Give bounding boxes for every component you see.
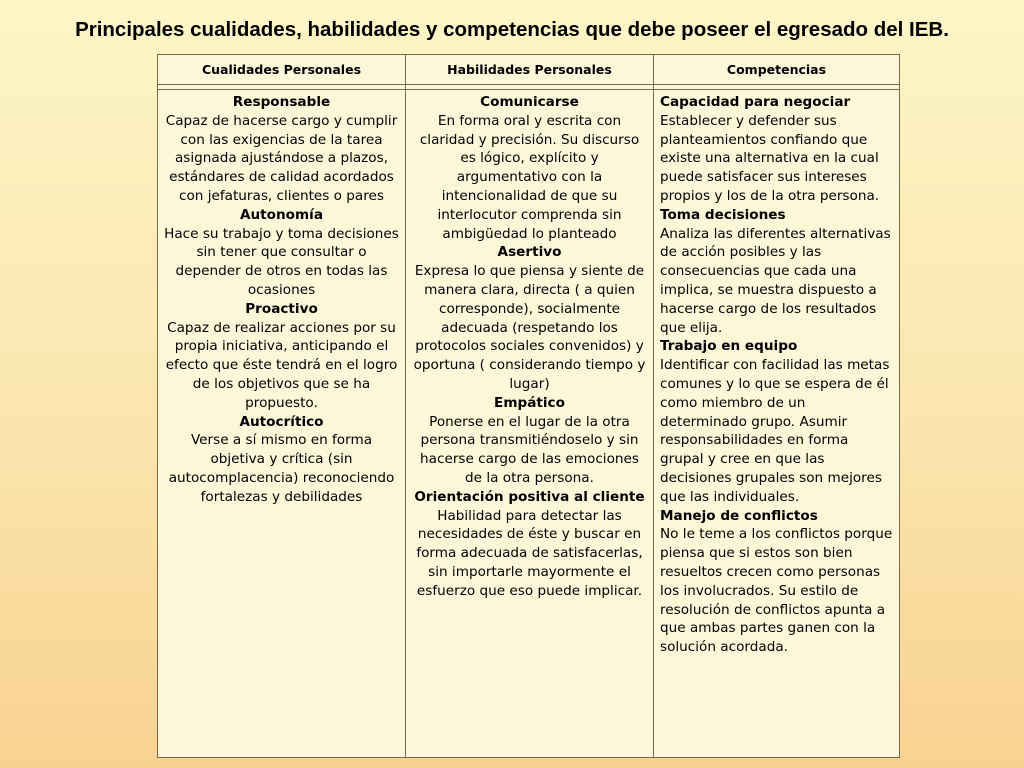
item-text-autonomia: Hace su trabajo y toma decisiones sin tener que consultar o depender de otros en todas las ocasiones	[164, 225, 399, 298]
slide-title: Principales cualidades, habilidades y competencias que debe poseer el egresado del IEB.	[75, 18, 949, 41]
item-text-comunicarse: En forma oral y escrita con claridad y precisión. Su discurso es lógico, explícito y argumentativo con la intencionalidad de que su interlocutor comprenda sin ambigüedad lo planteado	[419, 112, 640, 242]
column-cualidades-personales	[158, 90, 406, 758]
competencies-table	[157, 54, 900, 758]
column-habilidades-personales	[406, 90, 654, 758]
item-text-negociar: Establecer y defender sus planteamientos confiando que existe una alternativa en la cual puede satisfacer sus intereses propios y los de la otra persona.	[660, 112, 880, 204]
table-body-row	[158, 90, 900, 758]
item-heading-comunicarse: Comunicarse	[480, 94, 579, 110]
item-heading-autonomia: Autonomía	[239, 206, 324, 223]
item-heading-toma-decisiones: Toma decisiones	[660, 206, 786, 223]
item-text-manejo-conflictos: No le teme a los conflictos porque piensa que si estos son bien resueltos crecen como personas los involucrados. Su estilo de resolución de conflictos apunta a que ambas partes ganen con la solución acordada.	[660, 526, 893, 656]
item-heading-orientacion-cliente: Orientación positiva al cliente	[414, 488, 645, 505]
header-cualidades-personales: Cualidades Personales	[158, 55, 406, 85]
item-text-asertivo: Expresa lo que piensa y siente de manera clara, directa ( a quien corresponde), socialmente adecuada (respetando los protocolos sociales convenidos) y oportuna ( considerando tiempo y lugar)	[413, 263, 646, 392]
item-text-responsable: Capaz de hacerse cargo y cumplir con las exigencias de la tarea asignada ajustándose a plazos, estándares de calidad acordados con jefaturas, clientes o pares	[165, 112, 398, 204]
item-heading-autocritico: Autocrítico	[239, 413, 324, 430]
item-heading-manejo-conflictos: Manejo de conflictos	[660, 507, 818, 524]
item-text-empatico: Ponerse en el lugar de la otra persona transmitiéndoselo y sin hacerse cargo de las emociones de la otra persona.	[420, 413, 639, 486]
item-heading-trabajo-equipo: Trabajo en equipo	[660, 338, 798, 355]
column-competencias	[654, 90, 900, 758]
item-heading-negociar: Capacidad para negociar	[660, 94, 851, 110]
table-header-row	[158, 55, 900, 85]
item-text-toma-decisiones: Analiza las diferentes alternativas de acción posibles y las consecuencias que cada una implica, se muestra dispuesto a hacerse cargo de los resultados que elija.	[660, 225, 891, 336]
header-habilidades-personales: Habilidades Personales	[406, 55, 654, 85]
item-text-autocritico: Verse a sí mismo en forma objetiva y crítica (sin autocomplacencia) reconociendo fortalezas y debilidades	[168, 432, 395, 505]
item-text-trabajo-equipo: Identificar con facilidad las metas comunes y lo que se espera de él como miembro de un determinado grupo. Asumir responsabilidades en forma grupal y cree en que las decisiones grupales son mejores que las individuales.	[660, 357, 890, 505]
item-heading-empatico: Empático	[494, 394, 565, 411]
item-heading-responsable: Responsable	[232, 94, 331, 110]
item-heading-asertivo: Asertivo	[497, 244, 562, 261]
item-text-proactivo: Capaz de realizar acciones por su propia iniciativa, anticipando el efecto que éste tendrá en el logro de los objetivos que se ha propuesto.	[165, 319, 398, 411]
item-heading-proactivo: Proactivo	[245, 300, 318, 317]
header-competencias: Competencias	[654, 55, 900, 85]
item-text-orientacion-cliente: Habilidad para detectar las necesidades de éste y buscar en forma adecuada de satisfacerlas, sin importarle mayormente el esfuerzo que eso puede implicar.	[416, 507, 643, 599]
